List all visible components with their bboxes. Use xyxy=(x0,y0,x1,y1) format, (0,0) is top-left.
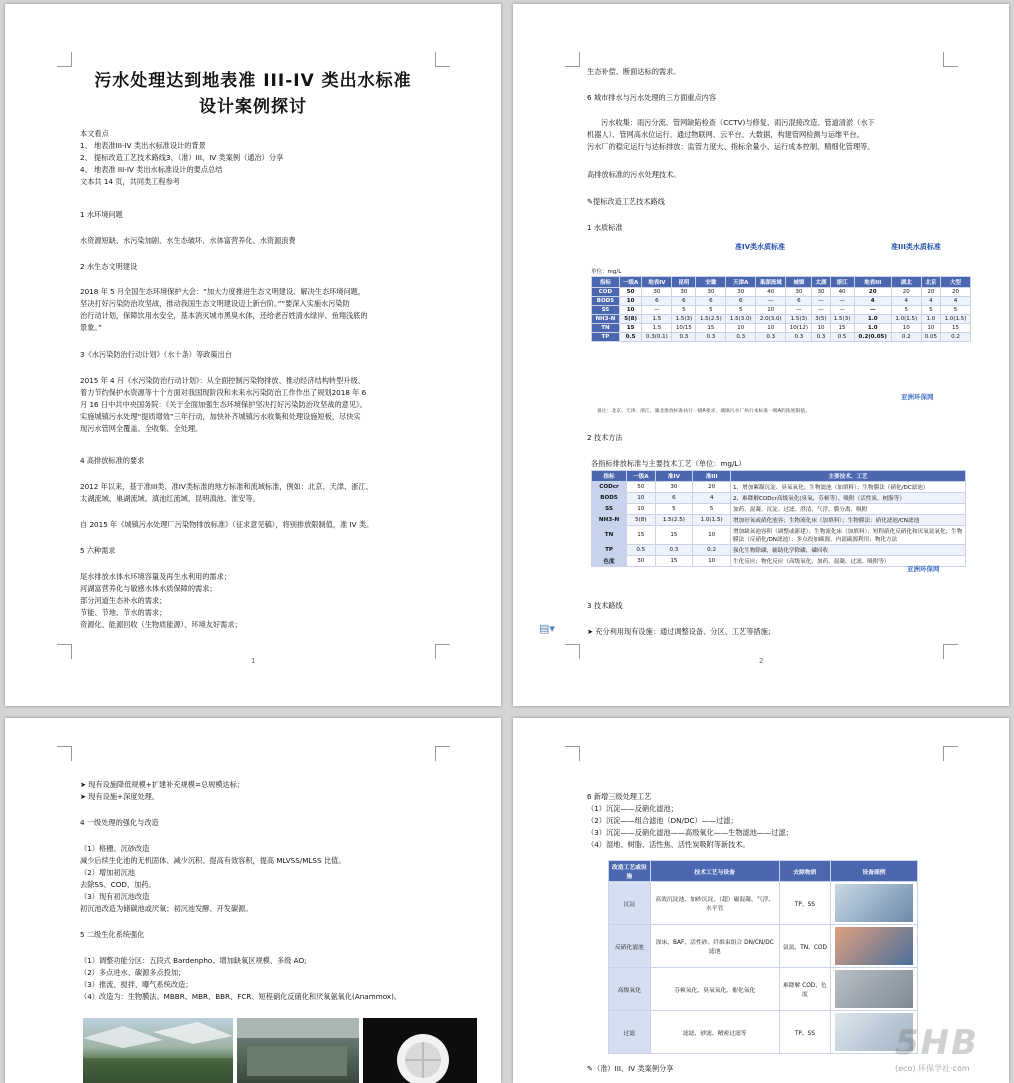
table-cell: 4 xyxy=(940,297,970,306)
table-row xyxy=(592,526,966,545)
table-cell: 10 xyxy=(812,324,830,333)
table-row xyxy=(592,515,966,526)
table-cell: — xyxy=(756,297,786,306)
table-header-cell: 城镇 xyxy=(786,277,812,288)
table-cell: 反硝化滤池 xyxy=(609,925,651,968)
document-page-4 xyxy=(513,718,1009,1083)
table-header-row xyxy=(592,471,966,482)
table-caption: 各指标排放标准与主要技术工艺（单位：mg/L） xyxy=(591,459,746,468)
table-cell: 1.5 xyxy=(642,315,672,324)
plant-image xyxy=(237,1018,359,1083)
table-cell: 5(8) xyxy=(619,315,642,324)
section-heading: 5 二级生化系统强化 xyxy=(80,930,145,939)
table-header-cell: 主要技术、工艺 xyxy=(731,471,966,482)
table-row xyxy=(609,1011,918,1054)
carrier-image xyxy=(363,1018,477,1083)
equipment-image-cell xyxy=(831,968,918,1011)
table-cell: COD xyxy=(592,288,620,297)
table-cell: 4 xyxy=(854,297,891,306)
table-cell: 30 xyxy=(655,482,693,493)
table-header-cell: 去除物质 xyxy=(779,861,830,882)
table-cell: 0.05 xyxy=(921,333,940,342)
paragraph-line: 污水厂的稳定运行与达标排放：监管力度大、指标余量小、运行成本控制、精细化管理等。 xyxy=(587,142,875,151)
table-cell: 10 xyxy=(619,297,642,306)
key-point: 文本共 14 页，共同类工程参考 xyxy=(80,177,180,186)
section-heading: 3 技术路线 xyxy=(587,601,623,610)
list-item: 去除SS、COD、加药。 xyxy=(80,880,156,889)
table-header-cell: 太湖 xyxy=(812,277,830,288)
table-cell: 10 xyxy=(693,556,731,567)
table-cell: BOD5 xyxy=(592,297,620,306)
page-number: 2 xyxy=(759,657,764,665)
table-cell: 过滤 xyxy=(609,1011,651,1054)
table-header-cell: 准IV xyxy=(655,471,693,482)
section-heading: 2 水生态文明建设 xyxy=(80,262,138,271)
table-cell: CODcr xyxy=(592,482,627,493)
mbbr-carrier-photo xyxy=(363,1018,477,1083)
table-cell: 5 xyxy=(696,306,726,315)
table-header-row xyxy=(592,277,971,288)
crop-mark xyxy=(565,644,580,659)
table-cell: 4 xyxy=(891,297,921,306)
list-item: （1）沉淀——反硝化滤池； xyxy=(587,804,678,813)
equipment-image-cell xyxy=(831,925,918,968)
table-cell: 1.5(3) xyxy=(672,315,696,324)
table-cell: — xyxy=(830,297,854,306)
crop-mark xyxy=(57,52,72,67)
paragraph: 水资源短缺、水污染加剧、水生态破坏、水体富营养化、水资源浪费 xyxy=(80,236,296,245)
table-cell: 30 xyxy=(696,288,726,297)
table-cell: 6 xyxy=(642,297,672,306)
table-cell: 15 xyxy=(619,324,642,333)
table-cell: 4 xyxy=(921,297,940,306)
section-heading: 5 六种需求 xyxy=(80,546,116,555)
table-cell: 6 xyxy=(786,297,812,306)
table-cell: 5 xyxy=(940,306,970,315)
table-row xyxy=(592,315,971,324)
table-cell: 50 xyxy=(627,482,655,493)
paragraph-line: 坚决打好污染防治攻坚战，推动我国生态文明建设迈上新台阶。”“要深入实施水污染防 xyxy=(80,299,350,308)
table-header-cell: 浙江 xyxy=(830,277,854,288)
table-cell: 10 xyxy=(756,306,786,315)
table-cell: 1.0 xyxy=(921,315,940,324)
table-cell: 0.2(0.05) xyxy=(854,333,891,342)
table-cell: 加药、混凝、沉淀、过滤、澄清、气浮、膜分离、吸附 xyxy=(731,504,966,515)
table-cell: 0.2 xyxy=(891,333,921,342)
list-item: 节能、节地、节水的需求； xyxy=(80,608,167,617)
table-cell: 15 xyxy=(830,324,854,333)
table-cell: 15 xyxy=(696,324,726,333)
table-cell: 1.0(1.5) xyxy=(891,315,921,324)
table-cell: 1.5(3) xyxy=(830,315,854,324)
table-cell: 6 xyxy=(672,297,696,306)
watermark-logo-text: 5HB xyxy=(895,1023,980,1063)
table-cell: 10 xyxy=(619,306,642,315)
table-header-cell: 天津A xyxy=(726,277,756,288)
table-row xyxy=(592,493,966,504)
watermark: 亚洲环保网 xyxy=(901,393,934,401)
table-row xyxy=(609,925,918,968)
list-item: ➤ 现有设施降低规模+扩建补充规模=总规模达标； xyxy=(80,780,245,789)
table-cell: 0.3 xyxy=(696,333,726,342)
table-cell: 50 xyxy=(619,288,642,297)
table-cell: SS xyxy=(592,504,627,515)
table-cell: 5 xyxy=(693,504,731,515)
table-cell: 5(8) xyxy=(627,515,655,526)
table-cell: 1.5(2.5) xyxy=(696,315,726,324)
table-cell: 1、增加絮凝沉淀、臭氧氧化；生物滤池（加填料）；生物膜法（硝化/DC滤池） xyxy=(731,482,966,493)
crop-mark xyxy=(57,644,72,659)
table-header-cell: 昆明 xyxy=(672,277,696,288)
paragraph-line: 机器人）、管网高水位运行、通过物联网、云平台、大数据，构建管网检测与运维平台。 xyxy=(587,130,864,139)
equipment-image xyxy=(835,884,913,922)
table-header-cell: 安徽 xyxy=(696,277,726,288)
table-cell: 10 xyxy=(756,324,786,333)
table-header-cell: 指标 xyxy=(592,277,620,288)
table-cell: 20 xyxy=(854,288,891,297)
table-cell: 1.5(2.5) xyxy=(655,515,693,526)
table-cell: 沉淀 xyxy=(609,882,651,925)
key-point: 1、 地表准III-IV 类出水标准设计的背景 xyxy=(80,141,206,150)
table-header-cell: 改造工艺或设施 xyxy=(609,861,651,882)
tertiary-process-table xyxy=(608,860,918,1054)
plant-photo xyxy=(237,1018,359,1083)
table-cell: 高效沉淀池、加砂沉淀、（超）磁混凝、气浮、水平管 xyxy=(650,882,779,925)
paragraph-line: 自 2015 年《城镇污水处理厂污染物排放标准》（征求意见稿），将别排放限制值，准 IV 类。 xyxy=(80,520,374,529)
table-cell: 10 xyxy=(921,324,940,333)
table-cell: — xyxy=(812,297,830,306)
watermark-logo xyxy=(895,1023,1007,1083)
table-cell: 20 xyxy=(921,288,940,297)
table-cell: 增加好氧或硝化池容；生物流化床（加填料）；生物膜法：硝化滤池/CN滤池 xyxy=(731,515,966,526)
table-cell: BOD5 xyxy=(592,493,627,504)
table-header-row xyxy=(609,861,918,882)
table-cell: 强化生物除磷，辅助化学除磷，磷回收 xyxy=(731,545,966,556)
table-row xyxy=(592,297,971,306)
table-cell: 10 xyxy=(627,504,655,515)
table-header-cell: 地表IV xyxy=(642,277,672,288)
table-cell: 40 xyxy=(756,288,786,297)
section-heading: ✎提标改造工艺技术路线 xyxy=(587,197,665,206)
table-cell: — xyxy=(812,306,830,315)
table-cell: 1.5(3) xyxy=(786,315,812,324)
table-cell: 20 xyxy=(940,288,970,297)
table-cell: 10(12) xyxy=(786,324,812,333)
section-heading: 1 水质标准 xyxy=(587,223,623,232)
table-cell: 15 xyxy=(940,324,970,333)
crop-mark xyxy=(943,644,958,659)
list-item: 资源化、能源回收（生物质能源）、环境友好需求； xyxy=(80,620,242,629)
watermark-site: (eco) 环保学社·com xyxy=(895,1064,970,1073)
table-cell: TP xyxy=(592,545,627,556)
list-item: （1）调整功能分区：五段式 Bardenpho、增加缺氧区规模、多级 AO; xyxy=(80,956,307,965)
table-cell: 40 xyxy=(830,288,854,297)
table-cell: TN xyxy=(592,324,620,333)
table-header-cell: 湖北 xyxy=(891,277,921,288)
table-cell: 30 xyxy=(672,288,696,297)
section-heading: 4 一级处理的强化与改造 xyxy=(80,818,159,827)
table-cell: 30 xyxy=(726,288,756,297)
table-cell: 氨氮、TN、COD xyxy=(779,925,830,968)
table-cell: 10 xyxy=(726,324,756,333)
table-cell: 10 xyxy=(891,324,921,333)
table-row xyxy=(592,504,966,515)
table-cell: 0.2 xyxy=(940,333,970,342)
document-page-1 xyxy=(5,4,501,706)
paste-options-icon[interactable]: ▤▾ xyxy=(539,622,555,635)
crop-mark xyxy=(943,52,958,67)
crop-mark xyxy=(435,52,450,67)
table-cell: 10 xyxy=(627,493,655,504)
paragraph-line: 2018 年 5 月全国生态环境保护大会：“加大力度推进生态文明建设、解决生态环境问题， xyxy=(80,287,366,296)
paragraph-line: 生态补偿、断面达标的需求。 xyxy=(587,67,681,76)
table-cell: 5 xyxy=(921,306,940,315)
table-note: 备注：北京、天津、浙江、湖北排放标准执行一级A要求，城镇污水厂执行本标准一级A的浓度限值。 xyxy=(597,409,810,414)
table-cell: 30 xyxy=(642,288,672,297)
table-cell: 生化反应；物化反应（高级氧化、加药、混凝、过滤、吸附等） xyxy=(731,556,966,567)
table-cell: TN xyxy=(592,526,627,545)
table-cell: 滤滤、砂滤、精密过滤等 xyxy=(650,1011,779,1054)
crop-mark xyxy=(943,746,958,761)
table-cell: 增加缺氧池容积（调整或新建）；生物流化床（加填料）；短程硝化反硝化和厌氧氨氧化；生物膜法（反硝化/DN滤池）；多点投加碳源，内部碳源利用；物化方法 xyxy=(731,526,966,545)
table-cell: NH3-N xyxy=(592,315,620,324)
table-cell: 20 xyxy=(891,288,921,297)
table-cell: 芬顿氧化、臭氧氧化、催化氧化 xyxy=(650,968,779,1011)
section-heading: 4 高排放标准的要求 xyxy=(80,456,145,465)
table-cell: 6 xyxy=(655,493,693,504)
table-header-cell: 一级A xyxy=(619,277,642,288)
table-cell: 0.3 xyxy=(756,333,786,342)
table-cell: SS xyxy=(592,306,620,315)
list-item: 部分河道生态补水的需求； xyxy=(80,596,167,605)
table-cell: 难降解 COD、色度 xyxy=(779,968,830,1011)
table-cell: 2、难降解CODcr高级氧化(臭氧、芬顿等）、吸附（活性炭、树脂等） xyxy=(731,493,966,504)
table-cell: 30 xyxy=(812,288,830,297)
paragraph-line: 实施城镇污水处理“提质增效”三年行动，加快补齐城镇污水收集和处理设施短板，尽快实 xyxy=(80,412,361,421)
table-cell: — xyxy=(830,306,854,315)
canopy-image xyxy=(83,1018,233,1083)
crop-mark xyxy=(435,746,450,761)
document-page-2 xyxy=(513,4,1009,706)
list-item: 减少后续生化池的无机固体、减少沉积、提高有效容积，提高 MLVSS/MLSS 比值。 xyxy=(80,856,346,865)
table-cell: 5 xyxy=(655,504,693,515)
table-cell: 5 xyxy=(726,306,756,315)
table-cell: 深床、BAF、活性砂、纤维束组合 DN/CN/DC 滤池 xyxy=(650,925,779,968)
table-header-cell: 大型 xyxy=(940,277,970,288)
table-band-title: 准IV类水质标准 xyxy=(735,243,786,251)
paragraph-line: 景象。” xyxy=(80,323,102,332)
table-header-cell: 设备图例 xyxy=(831,861,918,882)
table-header-cell: 技术工艺与设备 xyxy=(650,861,779,882)
table-row xyxy=(592,333,971,342)
list-item: （2）增加初沉池 xyxy=(80,868,135,877)
table-header-cell: 地表III xyxy=(854,277,891,288)
table-cell: 15 xyxy=(655,556,693,567)
section-heading: 6 城市排水与污水处理的三方面重点内容 xyxy=(587,93,717,102)
table-cell: NH3-N xyxy=(592,515,627,526)
table-cell: 0.5 xyxy=(619,333,642,342)
section-heading: 2 技术方法 xyxy=(587,433,623,442)
table-cell: 1.5(3.0) xyxy=(726,315,756,324)
table-cell: 0.3 xyxy=(655,545,693,556)
table-cell: 6 xyxy=(726,297,756,306)
table-unit: 单位：mg/L xyxy=(591,269,622,275)
table-cell: 30 xyxy=(786,288,812,297)
table-cell: 20 xyxy=(693,482,731,493)
table-cell: 0.2 xyxy=(693,545,731,556)
table-cell: 0.3(0.1) xyxy=(642,333,672,342)
list-item: （4）湿地、树脂、活性焦、活性炭吸附等新技术。 xyxy=(587,840,750,849)
table-cell: 10 xyxy=(693,526,731,545)
table-cell: 1.5 xyxy=(642,324,672,333)
table-cell: 30 xyxy=(627,556,655,567)
table-cell: TP、SS xyxy=(779,1011,830,1054)
tech-process-table xyxy=(591,470,966,567)
paragraph-line: 现污水管网全覆盖、全收集、全处理。 xyxy=(80,424,203,433)
list-item: 初沉池改造为储碳池或厌氧；初沉池发酵、开发碳源。 xyxy=(80,904,253,913)
table-cell: 10/15 xyxy=(672,324,696,333)
table-row xyxy=(592,324,971,333)
table-cell: 高级氧化 xyxy=(609,968,651,1011)
wetland-photo xyxy=(83,1018,233,1083)
watermark: 亚洲环保网 xyxy=(907,565,940,573)
table-header-cell: 巢湖流域 xyxy=(756,277,786,288)
list-item: ➤ 现有设施+深度处理。 xyxy=(80,792,160,801)
paragraph-line: ➤ 充分利用现有设施：通过调整设备、分区、工艺等措施； xyxy=(587,627,775,636)
doc-title-line1: 污水处理达到地表准 III-IV 类出水标准 xyxy=(94,71,412,91)
table-row xyxy=(592,288,971,297)
paragraph-line: 2012 年以来，基于准III类、准IV类标准的地方标准和流域标准，例如：北京、天津、浙江、 xyxy=(80,482,373,491)
crop-mark xyxy=(435,644,450,659)
equipment-image xyxy=(835,970,913,1008)
paragraph-line: 治行动计划，保障饮用水安全，基本消灭城市黑臭水体，还给老百姓清水绿岸、鱼翔浅底的 xyxy=(80,311,368,320)
key-point: 4、 地表准 III-IV 类出水标准设计的要点总结 xyxy=(80,165,223,174)
list-item: （2）沉淀——组合滤池（DN/DC）——过滤； xyxy=(587,816,738,825)
crop-mark xyxy=(565,52,580,67)
table-cell: — xyxy=(786,306,812,315)
list-item: 尾水排放水体水环境容量及再生水利用的需求； xyxy=(80,572,231,581)
document-page-3 xyxy=(5,718,501,1083)
key-points-heading: 本文看点 xyxy=(80,129,109,138)
table-cell: 0.3 xyxy=(786,333,812,342)
table-cell: 0.3 xyxy=(672,333,696,342)
list-item: （1）格栅、沉砂改造 xyxy=(80,844,150,853)
table-cell: 1.0(1.5) xyxy=(940,315,970,324)
page-number: 1 xyxy=(251,657,256,665)
section-heading: ✎（准）III、IV 类案例分享 xyxy=(587,1064,674,1073)
equipment-image xyxy=(835,927,913,965)
table-cell: TP、SS xyxy=(779,882,830,925)
list-item: （3）推流、搅拌、曝气系统改造； xyxy=(80,980,193,989)
table-cell: 0.5 xyxy=(830,333,854,342)
equipment-image-cell xyxy=(831,882,918,925)
table-cell: 6 xyxy=(696,297,726,306)
table-row xyxy=(609,968,918,1011)
table-cell: 2.0(3.0) xyxy=(756,315,786,324)
section-heading: 1 水环境问题 xyxy=(80,210,123,219)
table-row xyxy=(592,545,966,556)
table-header-cell: 一级A xyxy=(627,471,655,482)
doc-title-line2: 设计案例探讨 xyxy=(199,97,307,117)
table-row xyxy=(592,482,966,493)
table-cell: 1.0(1.5) xyxy=(693,515,731,526)
paragraph-line: 高排放标准的污水处理技术。 xyxy=(587,170,681,179)
table-cell: — xyxy=(642,306,672,315)
table-band-title: 准III类水质标准 xyxy=(891,243,941,251)
list-item: （3）现有初沉池改造 xyxy=(80,892,150,901)
table-cell: TP xyxy=(592,333,620,342)
table-cell: 15 xyxy=(655,526,693,545)
table-cell: — xyxy=(854,306,891,315)
table-cell: 1.0 xyxy=(854,324,891,333)
table-row xyxy=(592,306,971,315)
table-cell: 色度 xyxy=(592,556,627,567)
table-cell: 5 xyxy=(891,306,921,315)
paragraph-line: 月 16 日中共中央国务院：《关于全面加强生态环境保护坚决打好污染防治攻坚战的意见》。 xyxy=(80,400,367,409)
table-cell: 5 xyxy=(672,306,696,315)
table-cell: 1.0 xyxy=(854,315,891,324)
table-header-cell: 北京 xyxy=(921,277,940,288)
table-cell: 4 xyxy=(693,493,731,504)
crop-mark xyxy=(565,746,580,761)
table-cell: 0.3 xyxy=(726,333,756,342)
section-heading: 3《水污染防治行动计划》（水十条）等政策出台 xyxy=(80,350,232,359)
list-item: （2）多点进水、碳源多点投加； xyxy=(80,968,186,977)
paragraph-line: 污水收集：雨污分流、管网缺陷检查（CCTV)与修复、雨污混接改造、管道清淤（水下 xyxy=(601,118,875,127)
paragraph-line: 2015 年 4 月《水污染防治行动计划》：从全面控制污染物排放、推动经济结构转型升级、 xyxy=(80,376,365,385)
table-header-cell: 指标 xyxy=(592,471,627,482)
list-item: 河湖富营养化与敏感水体水质保障的需求； xyxy=(80,584,217,593)
table-cell: 15 xyxy=(627,526,655,545)
table-cell: 0.3 xyxy=(812,333,830,342)
key-point: 2、 提标改造工艺技术路线3、（准）III、IV 类案例（通冶）分享 xyxy=(80,153,284,162)
paragraph-line: 着力节约保护水资源等十个方面对我国现阶段和未来水污染防治工作作出了规划2018 年 6 xyxy=(80,388,367,397)
section-heading: 6 新增三级处理工艺 xyxy=(587,792,652,801)
crop-mark xyxy=(57,746,72,761)
table-row xyxy=(609,882,918,925)
table-cell: 0.5 xyxy=(627,545,655,556)
table-header-cell: 准III xyxy=(693,471,731,482)
list-item: （3）沉淀——反硝化滤池——高级氧化——生物滤池——过滤； xyxy=(587,828,793,837)
water-standard-table xyxy=(591,276,971,342)
table-cell: 3(5) xyxy=(812,315,830,324)
paragraph-line: 太湖流域、巢湖流域、滇池红流域、昆明滇池、淮安等。 xyxy=(80,494,260,503)
list-item: （4）改造为：生物膜法、MBBR、MBR、BBR、FCR、短程硝化反硝化和厌氧氨氧化(Anammox)。 xyxy=(80,992,402,1001)
